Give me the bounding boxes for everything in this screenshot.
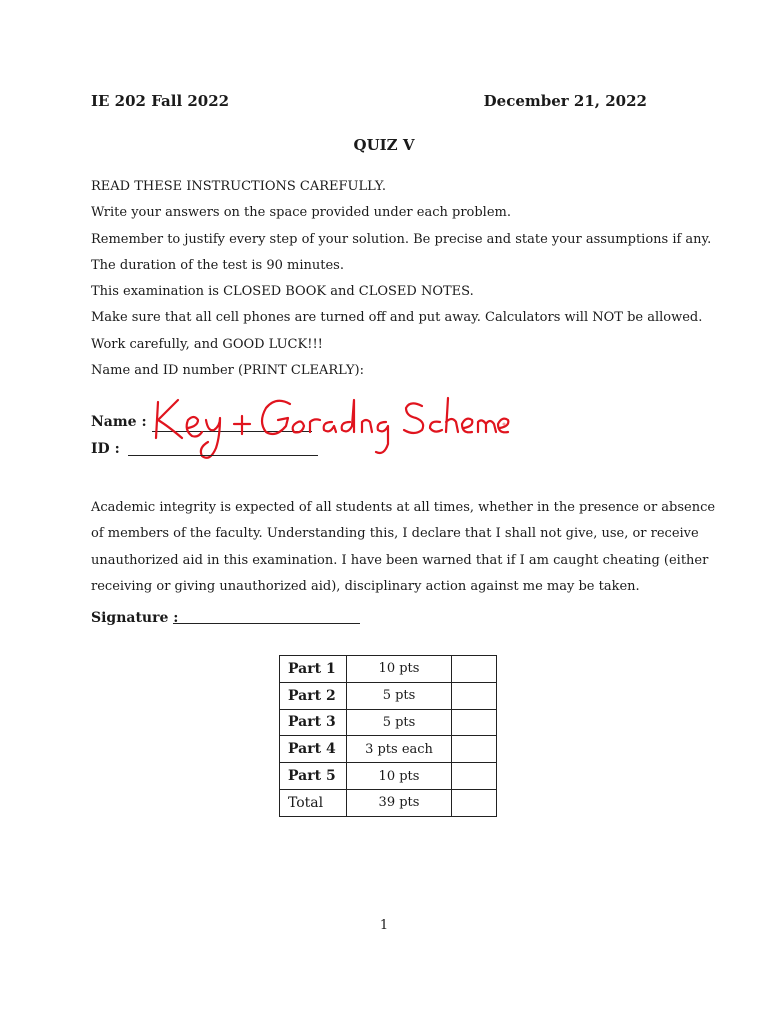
- instruction-line: The duration of the test is 90 minutes.: [91, 257, 344, 273]
- course-header: IE 202 Fall 2022: [91, 92, 230, 110]
- integrity-line: unauthorized aid in this examination. I have been warned that if I am caught cheating (either: [91, 552, 709, 568]
- instruction-line: Remember to justify every step of your solution. Be precise and state your assumptions if any.: [91, 231, 712, 247]
- total-points: 39 pts: [347, 789, 452, 816]
- score-cell[interactable]: [452, 736, 497, 763]
- part-label: Part 5: [280, 763, 347, 790]
- table-row: [280, 682, 497, 709]
- instruction-line: Name and ID number (PRINT CLEARLY):: [91, 363, 364, 379]
- integrity-line: of members of the faculty. Understanding this, I declare that I shall not give, use, or receive: [91, 526, 699, 542]
- score-cell[interactable]: [452, 682, 497, 709]
- id-label: ID :: [91, 441, 120, 457]
- part-points: 10 pts: [347, 656, 452, 683]
- score-cell[interactable]: [452, 709, 497, 736]
- table-row: [280, 709, 497, 736]
- academic-integrity-statement: [91, 500, 716, 605]
- instruction-line: This examination is CLOSED BOOK and CLOSED NOTES.: [91, 284, 474, 300]
- instructions-block: [91, 179, 712, 389]
- table-row: [280, 763, 497, 790]
- part-label: Part 3: [280, 709, 347, 736]
- score-table: [279, 655, 497, 817]
- page-number: 1: [379, 918, 389, 933]
- table-row: [280, 789, 497, 816]
- part-points: 3 pts each: [347, 736, 452, 763]
- part-points: 10 pts: [347, 763, 452, 790]
- part-points: 5 pts: [347, 709, 452, 736]
- total-label: Total: [280, 789, 347, 816]
- score-cell[interactable]: [452, 656, 497, 683]
- table-row: [280, 736, 497, 763]
- signature-field[interactable]: [173, 623, 360, 624]
- instruction-line: Work carefully, and GOOD LUCK!!!: [91, 336, 323, 352]
- score-cell[interactable]: [452, 763, 497, 790]
- part-label: Part 4: [280, 736, 347, 763]
- exam-date: December 21, 2022: [483, 92, 647, 110]
- table-row: [280, 656, 497, 683]
- instruction-line: Write your answers on the space provided under each problem.: [91, 205, 511, 221]
- part-points: 5 pts: [347, 682, 452, 709]
- integrity-line: receiving or giving unauthorized aid), disciplinary action against me may be taken.: [91, 578, 640, 594]
- signature-label: Signature :: [91, 610, 179, 626]
- id-field[interactable]: [128, 455, 318, 456]
- instruction-line: Make sure that all cell phones are turned off and put away. Calculators will NOT be allowed.: [91, 310, 703, 326]
- part-label: Part 2: [280, 682, 347, 709]
- total-score-cell[interactable]: [452, 789, 497, 816]
- handwritten-name: [140, 386, 510, 466]
- part-label: Part 1: [280, 656, 347, 683]
- integrity-line: Academic integrity is expected of all students at all times, whether in the presence or absence: [91, 500, 716, 515]
- quiz-title: QUIZ V: [353, 136, 415, 154]
- name-label: Name :: [91, 414, 147, 430]
- instruction-line: READ THESE INSTRUCTIONS CAREFULLY.: [91, 179, 386, 194]
